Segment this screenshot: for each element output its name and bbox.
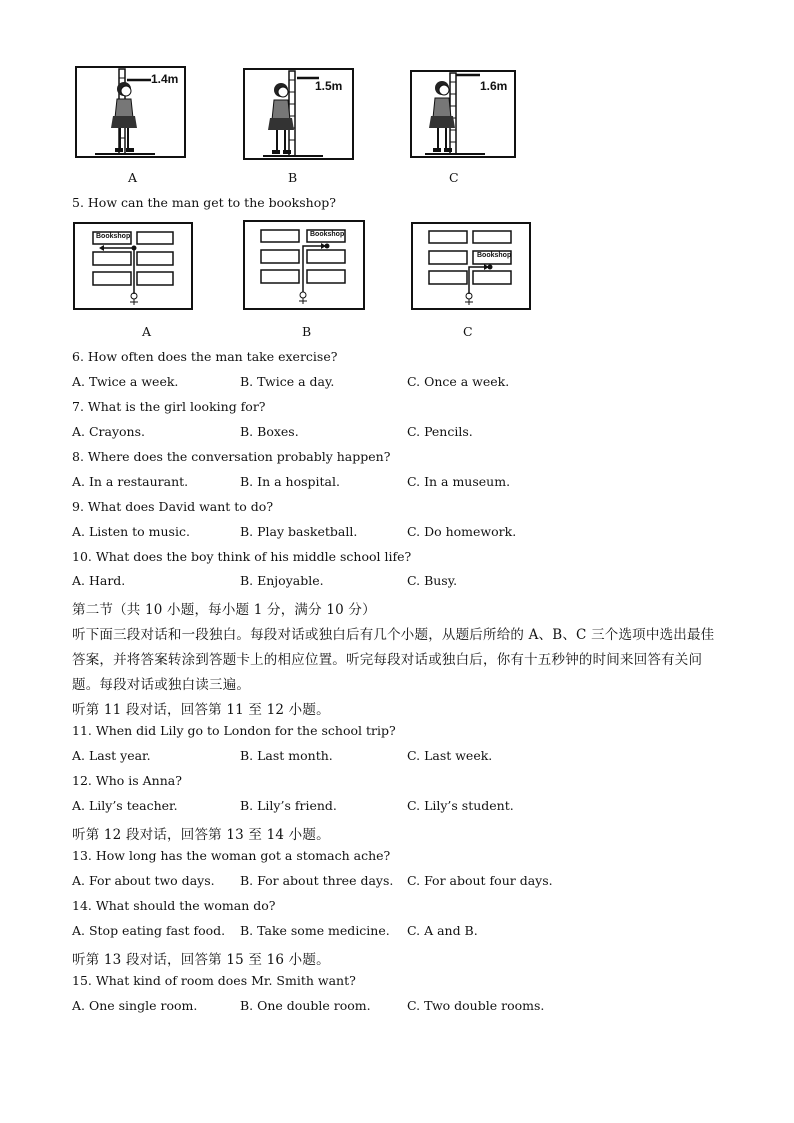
question-6: 6. How often does the man take exercise? <box>72 349 338 364</box>
option-a: A. Crayons. <box>72 424 145 439</box>
question-14: 14. What should the woman do? <box>72 898 276 913</box>
option-a: A. Stop eating fast food. <box>72 923 226 938</box>
option-a: A. For about two days. <box>72 873 215 888</box>
option-b: B. Enjoyable. <box>240 573 324 588</box>
map-a <box>73 222 193 310</box>
question-7: 7. What is the girl looking for? <box>72 399 266 414</box>
question-10: 10. What does the boy think of his middle school life? <box>72 549 412 564</box>
option-b: B. Boxes. <box>240 424 299 439</box>
option-c: C. A and B. <box>407 923 478 938</box>
option-a: A. Hard. <box>72 573 126 588</box>
section-instructions: 听下面三段对话和一段独白。每段对话或独白后有几个小题，从题后所给的 A、B、C 三个选项中选出最佳 <box>72 627 715 643</box>
question-13: 13. How long has the woman got a stomach ache? <box>72 848 391 863</box>
option-a: A. Listen to music. <box>72 524 190 539</box>
question-5: 5. How can the man get to the bookshop? <box>72 195 336 210</box>
option-a: A. In a restaurant. <box>72 474 189 489</box>
street-map-icon <box>73 222 193 310</box>
option-b: B. Take some medicine. <box>240 923 390 938</box>
height-value: 1.5m <box>315 79 343 93</box>
section-instructions: 答案，并将答案转涂到答题卡上的相应位置。听完每段对话或独白后，你有十五秒钟的时间来回答有关问 <box>72 652 703 668</box>
height-value: 1.6m <box>480 79 508 93</box>
option-c: C. Two double rooms. <box>407 998 545 1013</box>
option-a: A. Last year. <box>72 748 151 763</box>
option-b: B. Play basketball. <box>240 524 358 539</box>
bookshop-label: Bookshop <box>310 231 345 238</box>
option-b: B. For about three days. <box>240 873 394 888</box>
height-option-label: C <box>449 170 459 185</box>
option-c: C. Once a week. <box>407 374 510 389</box>
option-c: C. Pencils. <box>407 424 473 439</box>
option-b: B. Twice a day. <box>240 374 335 389</box>
height-value: 1.4m <box>151 72 179 86</box>
option-c: C. For about four days. <box>407 873 553 888</box>
question-11: 11. When did Lily go to London for the school trip? <box>72 723 396 738</box>
option-c: C. Last week. <box>407 748 493 763</box>
option-b: B. Last month. <box>240 748 333 763</box>
height-option-label: A <box>128 170 138 185</box>
map-option-label: B <box>302 324 312 339</box>
option-a: A. One single room. <box>72 998 198 1013</box>
option-b: B. One double room. <box>240 998 371 1013</box>
height-figure-a <box>75 66 186 158</box>
height-figure-c <box>410 70 516 158</box>
dialog-heading: 听第 13 段对话，回答第 15 至 16 小题。 <box>72 952 330 968</box>
street-map-icon <box>411 222 531 310</box>
question-12: 12. Who is Anna? <box>72 773 182 788</box>
option-b: B. In a hospital. <box>240 474 340 489</box>
dialog-heading: 听第 11 段对话，回答第 11 至 12 小题。 <box>72 702 330 718</box>
bookshop-label: Bookshop <box>96 233 131 240</box>
section-title: 第二节（共 10 小题，每小题 1 分，满分 10 分） <box>72 602 376 618</box>
map-option-label: C <box>463 324 473 339</box>
map-option-label: A <box>142 324 152 339</box>
option-b: B. Lily’s friend. <box>240 798 337 813</box>
option-a: A. Twice a week. <box>72 374 179 389</box>
option-c: C. In a museum. <box>407 474 511 489</box>
question-8: 8. Where does the conversation probably happen? <box>72 449 391 464</box>
option-a: A. Lily’s teacher. <box>72 798 178 813</box>
height-figure-b <box>243 68 354 160</box>
dialog-heading: 听第 12 段对话，回答第 13 至 14 小题。 <box>72 827 330 843</box>
map-b <box>243 220 365 310</box>
map-c <box>411 222 531 310</box>
section-instructions: 题。每段对话或独白读三遍。 <box>72 677 251 693</box>
option-c: C. Busy. <box>407 573 458 588</box>
question-15: 15. What kind of room does Mr. Smith want? <box>72 973 356 988</box>
option-c: C. Lily’s student. <box>407 798 514 813</box>
height-option-label: B <box>288 170 298 185</box>
street-map-icon <box>243 220 365 310</box>
question-9: 9. What does David want to do? <box>72 499 274 514</box>
option-c: C. Do homework. <box>407 524 517 539</box>
bookshop-label: Bookshop <box>477 252 512 259</box>
